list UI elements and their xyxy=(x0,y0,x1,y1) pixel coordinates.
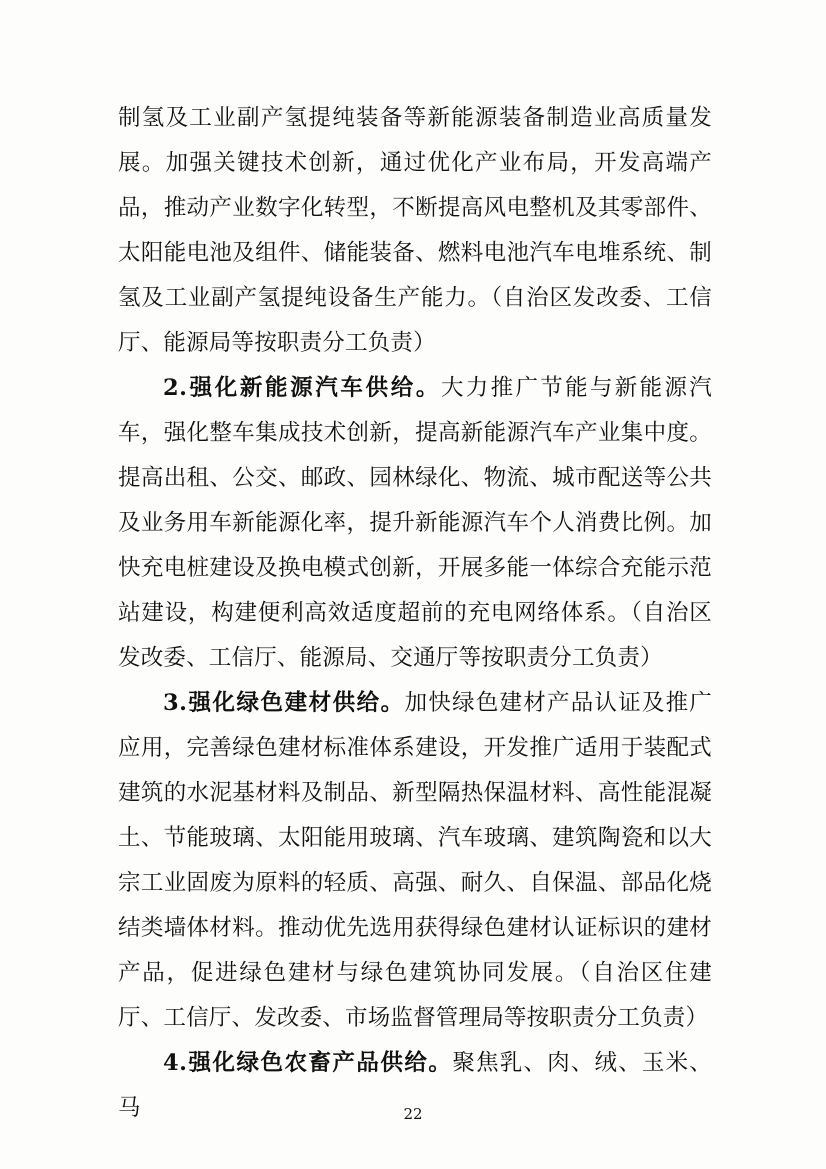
paragraph-continuation xyxy=(118,96,712,366)
paragraph-item-3 xyxy=(118,681,712,1041)
paragraph-item-2 xyxy=(118,366,712,681)
paragraph-heading: 3.强化绿色建材供给。 xyxy=(163,690,405,716)
paragraph-text: 聚焦乳、肉、绒、玉米、马 xyxy=(118,1050,712,1121)
page-body xyxy=(118,96,712,1131)
paragraph-text: 加快绿色建材产品认证及推广应用，完善绿色建材标准体系建设，开发推广适用于装配式建筑的水泥基材料及制品、新型隔热保温材料、高性能混凝土、节能玻璃、太阳能用玻璃、汽车玻璃、建筑陶瓷和以大宗工业固废为原料的轻质、高强、耐久、自保温、部品化烧结类墙体材料。推动优先选用获得绿色建材认证标识的建材产品，促进绿色建材与绿色建筑协同发展。（自治区住建厅、工信厅、发改委、市场监督管理局等按职责分工负责） xyxy=(118,690,712,1031)
page-number: 22 xyxy=(403,1105,423,1123)
paragraph-text: 大力推广节能与新能源汽车，强化整车集成技术创新，提高新能源汽车产业集中度。提高出租、公交、邮政、园林绿化、物流、城市配送等公共及业务用车新能源化率，提升新能源汽车个人消费比例。加快充电桩建设及换电模式创新，开展多能一体综合充能示范站建设，构建便利高效适度超前的充电网络体系。（自治区发改委、工信厅、能源局、交通厅等按职责分工负责） xyxy=(118,375,713,671)
paragraph-heading: 4.强化绿色农畜产品供给。 xyxy=(163,1050,453,1076)
paragraph-text: 制氢及工业副产氢提纯装备等新能源装备制造业高质量发展。加强关键技术创新，通过优化产业布局，开发高端产品，推动产业数字化转型，不断提高风电整机及其零部件、太阳能电池及组件、储能装备、燃料电池汽车电堆系统、制氢及工业副产氢提纯设备生产能力。（自治区发改委、工信厅、能源局等按职责分工负责） xyxy=(118,105,712,356)
paragraph-heading: 2.强化新能源汽车供给。 xyxy=(163,375,441,401)
